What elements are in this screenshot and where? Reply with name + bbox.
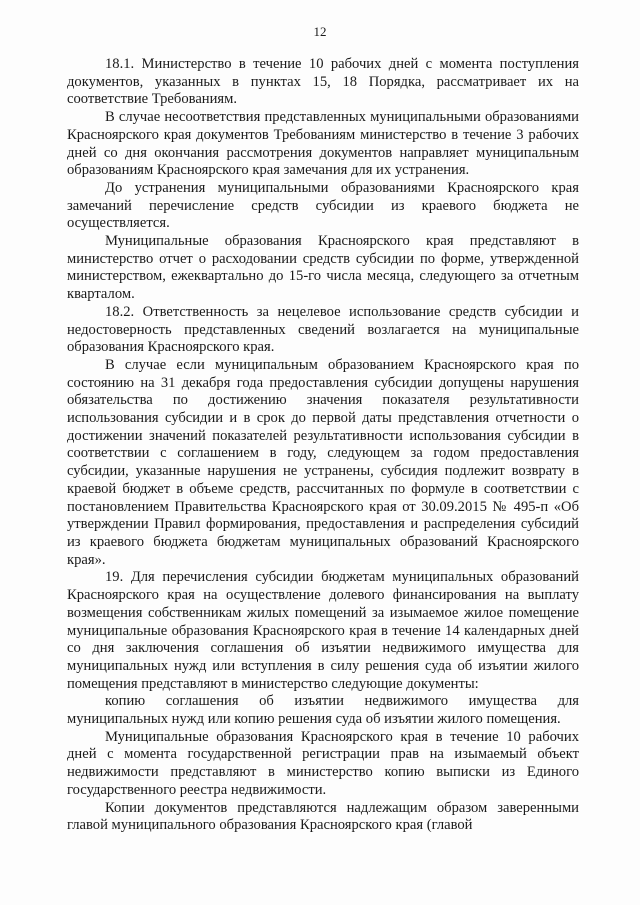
page-number: 12 — [313, 24, 327, 39]
paragraph-until-fix: До устранения муниципальными образованиями Красноярского края замечаний перечисление средств субсидии из краевого бюджета не осуществляется. — [67, 179, 579, 232]
paragraph-registry-extract: Муниципальные образования Красноярского края в течение 10 рабочих дней с момента государственной регистрации прав на изымаемый объект недвижимости представляют в министерство копию выписки из Единого государственного реестра недвижимости. — [67, 728, 579, 798]
document-body — [67, 56, 579, 835]
paragraph-report: Муниципальные образования Красноярского края представляют в министерство отчет о расходовании средств субсидии по форме, утвержденной министерством, ежеквартально до 15-го числа месяца, следующего за отчетным кварталом. — [67, 233, 579, 303]
paragraph-certified-copies: Копии документов представляются надлежащим образом заверенными главой муниципального образования Красноярского края (главой — [67, 799, 579, 834]
paragraph-nonconformity: В случае несоответствия представленных муниципальными образованиями Красноярского края документов Требованиям министерство в течение 3 рабочих дней со дня окончания рассмотрения документов направляет муниципальным образованиям Красноярского края замечания для их устранения. — [67, 109, 579, 179]
paragraph-18-2: 18.2. Ответственность за нецелевое использование средств субсидии и недостоверность представленных сведений возлагается на муниципальные образования Красноярского края. — [67, 303, 579, 356]
paragraph-19: 19. Для перечисления субсидии бюджетам муниципальных образований Красноярского края на осуществление долевого финансирования на выплату возмещения собственникам жилых помещений за изымаемое жилое помещение муниципальные образования Красноярского края в течение 14 календарных дней со дня заключения соглашения об изъятии недвижимого имущества для муниципальных нужд или вступления в силу решения суда об изъятии жилого помещения представляют в министерство следующие документы: — [67, 569, 579, 692]
paragraph-document-copy: копию соглашения об изъятии недвижимого имущества для муниципальных нужд или копию решения суда об изъятии жилого помещения. — [67, 693, 579, 728]
paragraph-return-subsidy: В случае если муниципальным образованием Красноярского края по состоянию на 31 декабря года предоставления субсидии допущены нарушения обязательства по достижению значения показателя результативности использования субсидии и в срок до первой даты представления отчетности о достижении значений показателей результативности использования субсидии в соответствии с соглашением в году, следующем за годом предоставления субсидии, указанные нарушения не устранены, субсидия подлежит возврату в краевой бюджет в объеме средств, рассчитанных по формуле в соответствии с постановлением Правительства Красноярского края от 30.09.2015 № 495-п «Об утверждении Правил формирования, предоставления и распределения субсидий из краевого бюджета бюджетам муниципальных образований Красноярского края». — [67, 356, 579, 568]
paragraph-18-1: 18.1. Министерство в течение 10 рабочих дней с момента поступления документов, указанных в пунктах 15, 18 Порядка, рассматривает их на соответствие Требованиям. — [67, 56, 579, 108]
